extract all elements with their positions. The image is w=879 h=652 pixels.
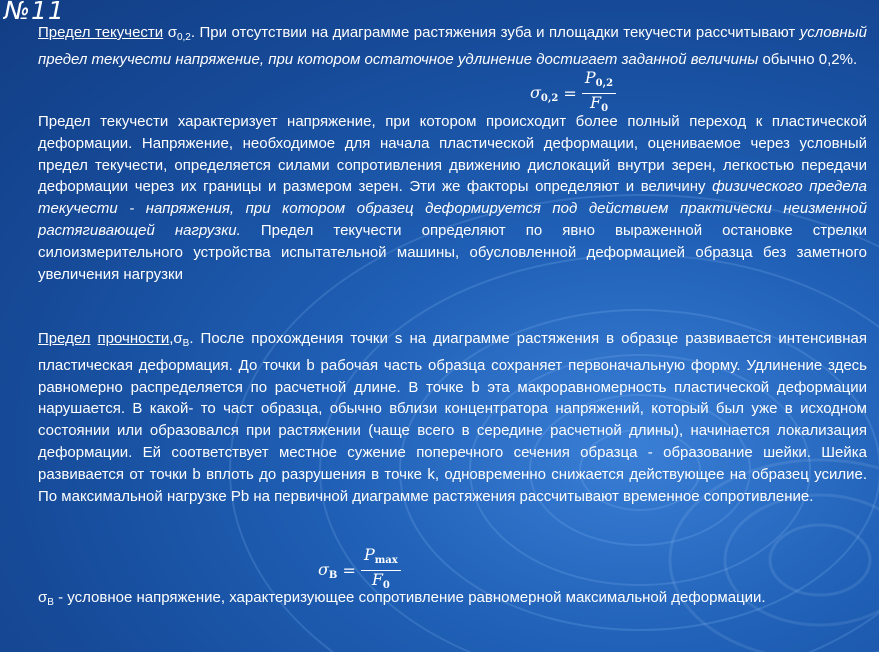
italic-definition: условный предел текучести напряжение, при котором остаточное удлинение достигает заданной величины xyxy=(38,24,867,68)
formula-yield-strength: σ0,2 = $\frac{P0,2}{F0}$ xyxy=(530,69,616,118)
paragraph-yield-strength-description: Предел текучести характеризует напряжение, при котором происходит более полный переход к пластической деформации. Напряжение, необходимое для начала пластической деформации, оцениваемое через условный предел текучести, определяется силами сопротивления движению дислокаций внутри зерен, легкостью передачи деформации через их границы и размером зерен. Эти же факторы определяют и величину физического предела текучести - напряжения, при котором образец деформируется под действием практически неизменной растягивающей нагрузки. Предел текучести определяют по явно выраженной остановке стрелки силоизмерительного устройства испытательной машины, обусловленной деформацией образца без заметного увеличения нагрузки xyxy=(38,113,867,283)
paragraph-tensile-strength: Предел $прочности,\sigma_В$. После прохождения точки s на диаграмме растяжения в образце развивается интенсивная пластическая деформация. До точки b рабочая часть образца сохраняет первоначальную форму. Удлинение здесь равномерно распределяется по расчетной длине. В точке b эта макроравномерность пластической деформации нарушается. В какой- то част образца, обычно вблизи концентратора напряжений, который был уже в исходном состоянии или образовался при растяжении (чаще всего в середине расчетной длины), начинается локализация деформации. Ей соответствует местное сужение поперечного сечения образца - образование шейки. Шейка развивается от точки b вплоть до разрушения в точке k, одновременно снижается действующее на образец усилие. По максимальной нагрузке Pb на первичной диаграмме растяжения рассчитывают временное сопротивление. xyxy=(38,330,867,505)
paragraph-sigma-b-definition: $\sigma_B$ - условное напряжение, характеризующее сопротивление равномерной максимальной деформации. xyxy=(38,589,766,608)
sigma-b-symbol: $,\sigma_В$ xyxy=(169,330,190,349)
term-strength: прочности xyxy=(97,330,170,347)
sigma-b-symbol-2: $\sigma_B$ xyxy=(38,589,54,608)
term-yield-strength: Предел текучести xyxy=(38,24,164,41)
italic-physical-yield: физического предела текучести - напряжения, при котором образец деформируется под действием практически неизменной растягивающей нагрузки. xyxy=(38,178,867,239)
term-limit: Предел xyxy=(38,330,91,347)
paragraph-yield-strength-conditional: Предел текучести $\sigma_{0,2}$. При отсутствии на диаграмме растяжения зуба и площадки текучести рассчитывают условный предел текучести напряжение, при котором остаточное удлинение достигает заданной величины обычно 0,2%. xyxy=(38,24,867,68)
formula-tensile-strength: σВ = $\frac{Pmax}{F0}$ xyxy=(318,546,401,595)
slide-number: №11 xyxy=(4,0,65,25)
sigma-symbol: $\sigma_{0,2}$ xyxy=(167,24,191,43)
